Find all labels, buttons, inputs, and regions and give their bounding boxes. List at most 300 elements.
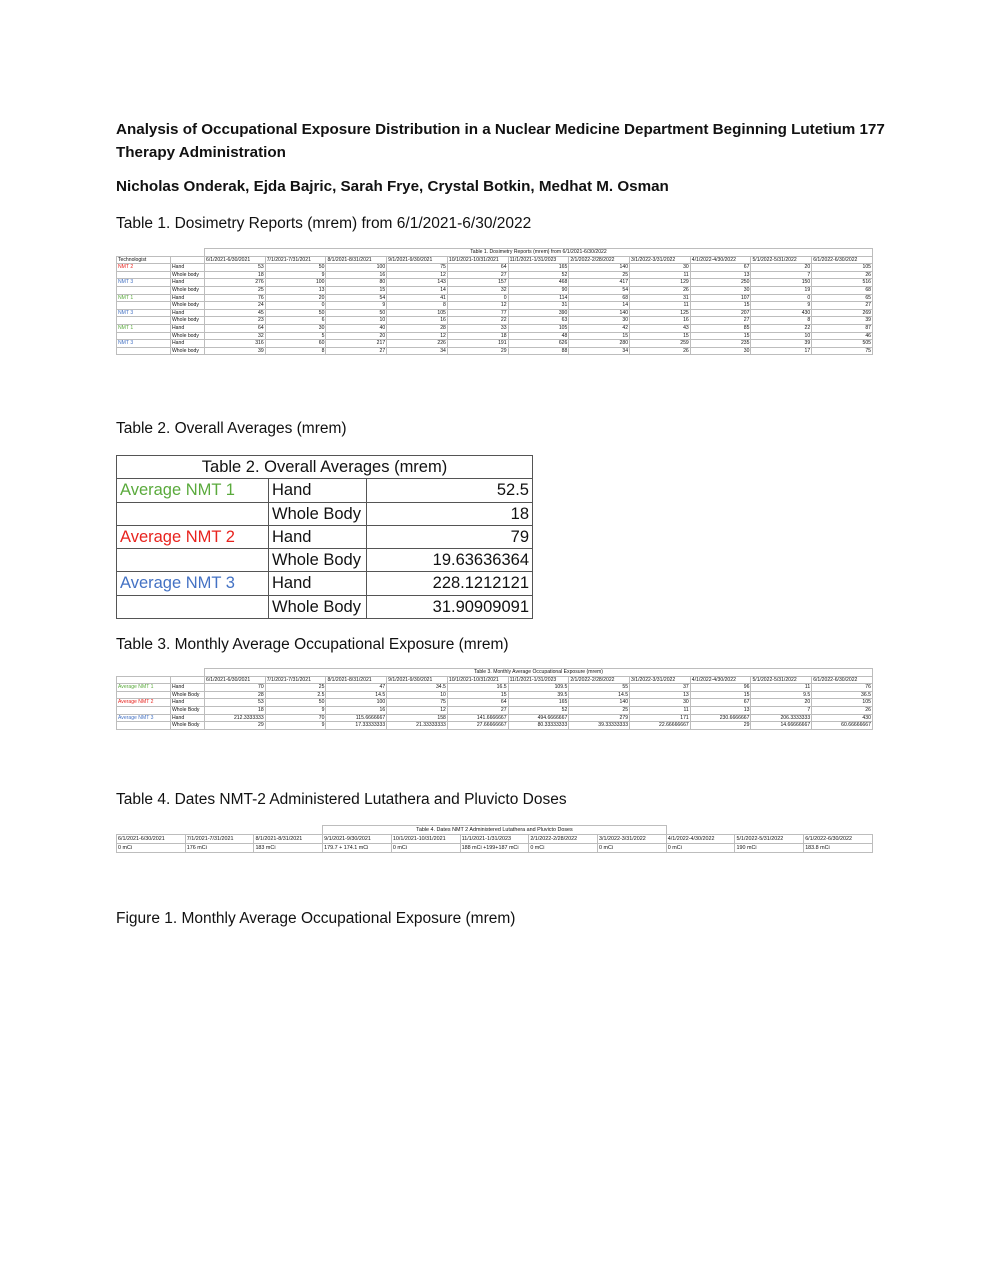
technologist-label: NMT 1 bbox=[117, 294, 171, 302]
month-header: 2/1/2022-2/28/2022 bbox=[569, 256, 630, 264]
header-corner bbox=[117, 676, 171, 684]
exposure-value: 30 bbox=[630, 264, 691, 272]
overall-averages-table bbox=[116, 455, 533, 619]
month-header: 6/1/2022-6/30/2022 bbox=[804, 835, 873, 844]
technologist-label: NMT 2 bbox=[117, 264, 171, 272]
month-header: 6/1/2021-6/30/2021 bbox=[205, 676, 266, 684]
exposure-value: 30 bbox=[630, 699, 691, 707]
exposure-value: 31 bbox=[508, 302, 569, 310]
exposure-value: 25 bbox=[569, 706, 630, 714]
month-header: 9/1/2021-9/30/2021 bbox=[323, 835, 392, 844]
technologist-label: NMT 3 bbox=[117, 309, 171, 317]
table-row bbox=[117, 271, 873, 279]
exposure-value: 32 bbox=[447, 286, 508, 294]
technologist-label: Average NMT 1 bbox=[117, 684, 171, 692]
dose-value: 188 mCi +199+187 mCi bbox=[460, 844, 529, 853]
month-header: 6/1/2021-6/30/2021 bbox=[117, 835, 186, 844]
exposure-value: 96 bbox=[690, 684, 751, 692]
month-header: 6/1/2022-6/30/2022 bbox=[812, 676, 873, 684]
exposure-value: 13 bbox=[265, 286, 326, 294]
technologist-label bbox=[117, 691, 171, 699]
exposure-value: 417 bbox=[569, 279, 630, 287]
exposure-value: 165 bbox=[508, 699, 569, 707]
exposure-value: 269 bbox=[812, 309, 873, 317]
month-header: 6/1/2021-6/30/2021 bbox=[205, 256, 266, 264]
exposure-type: Whole Body bbox=[171, 722, 205, 730]
exposure-value: 12 bbox=[387, 332, 448, 340]
exposure-value: 8 bbox=[387, 302, 448, 310]
technologist-label bbox=[117, 722, 171, 730]
exposure-value: 70 bbox=[265, 714, 326, 722]
exposure-value: 9 bbox=[265, 706, 326, 714]
exposure-value: 10 bbox=[387, 691, 448, 699]
table-title-empty bbox=[171, 249, 205, 257]
exposure-value: 26 bbox=[630, 286, 691, 294]
exposure-value: 13 bbox=[690, 271, 751, 279]
exposure-value: 0 bbox=[447, 294, 508, 302]
exposure-value: 52 bbox=[508, 271, 569, 279]
exposure-type: Hand bbox=[269, 525, 367, 548]
exposure-value: 2.5 bbox=[265, 691, 326, 699]
exposure-value: 50 bbox=[265, 699, 326, 707]
table-title-empty bbox=[171, 669, 205, 677]
exposure-value: 13 bbox=[690, 706, 751, 714]
month-header: 8/1/2021-8/31/2021 bbox=[254, 835, 323, 844]
exposure-value: 0 bbox=[265, 302, 326, 310]
exposure-value: 30 bbox=[569, 317, 630, 325]
exposure-value: 27 bbox=[812, 302, 873, 310]
month-header: 10/1/2021-10/31/2021 bbox=[391, 835, 460, 844]
exposure-value: 26 bbox=[630, 347, 691, 355]
exposure-value: 87 bbox=[812, 324, 873, 332]
exposure-value: 430 bbox=[751, 309, 812, 317]
exposure-value: 27 bbox=[447, 271, 508, 279]
average-label: Average NMT 2 bbox=[117, 525, 269, 548]
exposure-value: 212.3333333 bbox=[205, 714, 266, 722]
exposure-value: 230.6666667 bbox=[690, 714, 751, 722]
exposure-value: 39 bbox=[751, 340, 812, 348]
average-value: 18 bbox=[367, 502, 533, 525]
exposure-value: 80.33333333 bbox=[508, 722, 569, 730]
exposure-value: 140 bbox=[569, 264, 630, 272]
average-value: 228.1212121 bbox=[367, 572, 533, 595]
exposure-value: 10 bbox=[326, 317, 387, 325]
exposure-value: 15 bbox=[690, 332, 751, 340]
dose-value: 0 mCi bbox=[529, 844, 598, 853]
table-row bbox=[117, 691, 873, 699]
exposure-value: 171 bbox=[630, 714, 691, 722]
exposure-value: 16.5 bbox=[447, 684, 508, 692]
exposure-value: 100 bbox=[326, 264, 387, 272]
exposure-value: 430 bbox=[812, 714, 873, 722]
table-row bbox=[117, 714, 873, 722]
exposure-value: 140 bbox=[569, 309, 630, 317]
exposure-value: 11 bbox=[751, 684, 812, 692]
exposure-value: 64 bbox=[447, 264, 508, 272]
technologist-label bbox=[117, 347, 171, 355]
exposure-value: 11 bbox=[630, 706, 691, 714]
exposure-value: 48 bbox=[508, 332, 569, 340]
table-title-empty bbox=[117, 669, 171, 677]
average-label bbox=[117, 502, 269, 525]
author-list: Nicholas Onderak, Ejda Bajric, Sarah Frye, Crystal Botkin, Medhat M. Osman bbox=[116, 178, 669, 195]
exposure-type: Whole body bbox=[171, 332, 205, 340]
exposure-type: Hand bbox=[171, 309, 205, 317]
exposure-value: 114 bbox=[508, 294, 569, 302]
exposure-value: 9 bbox=[751, 302, 812, 310]
exposure-type: Hand bbox=[171, 294, 205, 302]
exposure-value: 14.5 bbox=[326, 691, 387, 699]
exposure-value: 226 bbox=[387, 340, 448, 348]
exposure-value: 21.33333333 bbox=[387, 722, 448, 730]
technologist-label: NMT 3 bbox=[117, 279, 171, 287]
exposure-value: 626 bbox=[508, 340, 569, 348]
exposure-value: 36.5 bbox=[812, 691, 873, 699]
average-value: 52.5 bbox=[367, 479, 533, 502]
technologist-label bbox=[117, 317, 171, 325]
exposure-value: 76 bbox=[205, 294, 266, 302]
average-label: Average NMT 1 bbox=[117, 479, 269, 502]
exposure-value: 34 bbox=[569, 347, 630, 355]
exposure-value: 26 bbox=[812, 706, 873, 714]
dose-value: 0 mCi bbox=[666, 844, 735, 853]
exposure-value: 250 bbox=[690, 279, 751, 287]
exposure-type: Whole body bbox=[171, 286, 205, 294]
exposure-value: 75 bbox=[812, 347, 873, 355]
exposure-value: 158 bbox=[387, 714, 448, 722]
paper-title: Analysis of Occupational Exposure Distribution in a Nuclear Medicine Department Beginning Lutetium 177 Therapy Administration bbox=[116, 121, 885, 161]
exposure-value: 52 bbox=[508, 706, 569, 714]
month-header: 3/1/2022-3/31/2022 bbox=[598, 835, 667, 844]
exposure-value: 29 bbox=[205, 722, 266, 730]
exposure-value: 16 bbox=[326, 706, 387, 714]
table-row bbox=[117, 332, 873, 340]
table-row bbox=[117, 286, 873, 294]
exposure-value: 30 bbox=[690, 286, 751, 294]
table-row bbox=[117, 595, 533, 618]
exposure-value: 80 bbox=[326, 279, 387, 287]
exposure-value: 45 bbox=[205, 309, 266, 317]
exposure-value: 31 bbox=[630, 294, 691, 302]
dose-value: 183.8 mCi bbox=[804, 844, 873, 853]
exposure-value: 50 bbox=[326, 309, 387, 317]
exposure-value: 18 bbox=[205, 706, 266, 714]
exposure-type: Whole body bbox=[171, 347, 205, 355]
table-title-empty bbox=[804, 826, 873, 835]
exposure-value: 22.66666667 bbox=[630, 722, 691, 730]
technologist-label: Average NMT 3 bbox=[117, 714, 171, 722]
exposure-value: 68 bbox=[569, 294, 630, 302]
month-header: 6/1/2022-6/30/2022 bbox=[812, 256, 873, 264]
exposure-value: 27 bbox=[447, 706, 508, 714]
exposure-type: Hand bbox=[171, 714, 205, 722]
exposure-value: 50 bbox=[265, 264, 326, 272]
table-title: Table 3. Monthly Average Occupational Exposure (mrem) bbox=[205, 669, 873, 677]
table-row bbox=[117, 549, 533, 572]
average-label bbox=[117, 595, 269, 618]
table-title-empty bbox=[735, 826, 804, 835]
month-header: 7/1/2021-7/31/2021 bbox=[185, 835, 254, 844]
exposure-value: 29 bbox=[690, 722, 751, 730]
exposure-value: 39.5 bbox=[508, 691, 569, 699]
table-row bbox=[117, 302, 873, 310]
doses-table bbox=[116, 825, 873, 853]
exposure-value: 206.3333333 bbox=[751, 714, 812, 722]
exposure-value: 39 bbox=[205, 347, 266, 355]
table-title-empty bbox=[117, 826, 186, 835]
exposure-type: Hand bbox=[269, 479, 367, 502]
exposure-value: 105 bbox=[812, 699, 873, 707]
exposure-value: 15 bbox=[690, 302, 751, 310]
technologist-label: Average NMT 2 bbox=[117, 699, 171, 707]
exposure-value: 85 bbox=[690, 324, 751, 332]
month-header: 3/1/2022-3/31/2022 bbox=[630, 676, 691, 684]
exposure-value: 279 bbox=[569, 714, 630, 722]
exposure-value: 12 bbox=[447, 302, 508, 310]
exposure-value: 70 bbox=[205, 684, 266, 692]
exposure-value: 55 bbox=[569, 684, 630, 692]
exposure-type: Whole Body bbox=[171, 691, 205, 699]
table4-caption: Table 4. Dates NMT-2 Administered Lutathera and Pluvicto Doses bbox=[116, 791, 567, 808]
exposure-type: Hand bbox=[171, 340, 205, 348]
exposure-value: 27 bbox=[690, 317, 751, 325]
exposure-value: 217 bbox=[326, 340, 387, 348]
exposure-value: 25 bbox=[265, 684, 326, 692]
table-row bbox=[117, 317, 873, 325]
exposure-value: 6 bbox=[265, 317, 326, 325]
month-header: 10/1/2021-10/31/2021 bbox=[447, 676, 508, 684]
exposure-value: 10 bbox=[751, 332, 812, 340]
exposure-value: 14.66666667 bbox=[751, 722, 812, 730]
exposure-value: 15 bbox=[569, 332, 630, 340]
month-header: 5/1/2022-5/31/2022 bbox=[751, 256, 812, 264]
exposure-value: 22 bbox=[447, 317, 508, 325]
exposure-value: 143 bbox=[387, 279, 448, 287]
exposure-value: 13 bbox=[630, 691, 691, 699]
exposure-value: 68 bbox=[812, 286, 873, 294]
exposure-value: 28 bbox=[387, 324, 448, 332]
exposure-value: 24 bbox=[205, 302, 266, 310]
month-header: 5/1/2022-5/31/2022 bbox=[735, 835, 804, 844]
exposure-value: 15 bbox=[326, 286, 387, 294]
exposure-value: 90 bbox=[508, 286, 569, 294]
exposure-value: 23 bbox=[205, 317, 266, 325]
exposure-type: Hand bbox=[171, 324, 205, 332]
table-row bbox=[117, 699, 873, 707]
exposure-value: 100 bbox=[265, 279, 326, 287]
exposure-value: 494.6666667 bbox=[508, 714, 569, 722]
exposure-value: 107 bbox=[690, 294, 751, 302]
exposure-value: 390 bbox=[508, 309, 569, 317]
table1-caption: Table 1. Dosimetry Reports (mrem) from 6/1/2021-6/30/2022 bbox=[116, 215, 532, 232]
exposure-value: 20 bbox=[751, 699, 812, 707]
exposure-value: 67 bbox=[690, 264, 751, 272]
dosimetry-reports-table bbox=[116, 248, 873, 355]
exposure-value: 280 bbox=[569, 340, 630, 348]
exposure-value: 20 bbox=[751, 264, 812, 272]
table-title: Table 4. Dates NMT 2 Administered Lutathera and Pluvicto Doses bbox=[323, 826, 667, 835]
month-header: 11/1/2021-1/31/2023 bbox=[508, 676, 569, 684]
exposure-type: Hand bbox=[171, 699, 205, 707]
exposure-value: 109.5 bbox=[508, 684, 569, 692]
exposure-value: 16 bbox=[387, 317, 448, 325]
table-row bbox=[117, 722, 873, 730]
technologist-label: NMT 1 bbox=[117, 324, 171, 332]
exposure-value: 64 bbox=[205, 324, 266, 332]
exposure-value: 54 bbox=[326, 294, 387, 302]
exposure-value: 5 bbox=[265, 332, 326, 340]
exposure-value: 276 bbox=[205, 279, 266, 287]
exposure-value: 37 bbox=[630, 684, 691, 692]
table-title-empty bbox=[666, 826, 735, 835]
exposure-value: 141.6666667 bbox=[447, 714, 508, 722]
exposure-type: Whole Body bbox=[269, 549, 367, 572]
exposure-value: 140 bbox=[569, 699, 630, 707]
exposure-value: 60.66666667 bbox=[812, 722, 873, 730]
month-header: 4/1/2022-4/30/2022 bbox=[690, 676, 751, 684]
month-header: 7/1/2021-7/31/2021 bbox=[265, 256, 326, 264]
table-title-empty bbox=[185, 826, 254, 835]
header-type bbox=[171, 256, 205, 264]
exposure-value: 8 bbox=[265, 347, 326, 355]
exposure-value: 16 bbox=[630, 317, 691, 325]
exposure-value: 40 bbox=[326, 324, 387, 332]
table3-caption: Table 3. Monthly Average Occupational Exposure (mrem) bbox=[116, 636, 509, 653]
exposure-value: 129 bbox=[630, 279, 691, 287]
month-header: 11/1/2021-1/31/2023 bbox=[460, 835, 529, 844]
exposure-type: Whole Body bbox=[269, 502, 367, 525]
exposure-value: 105 bbox=[387, 309, 448, 317]
technologist-label bbox=[117, 271, 171, 279]
exposure-value: 54 bbox=[569, 286, 630, 294]
exposure-value: 150 bbox=[751, 279, 812, 287]
exposure-type: Whole Body bbox=[171, 706, 205, 714]
exposure-value: 27.66666667 bbox=[447, 722, 508, 730]
exposure-value: 12 bbox=[387, 271, 448, 279]
dose-value: 179.7 + 174.1 mCi bbox=[323, 844, 392, 853]
exposure-value: 468 bbox=[508, 279, 569, 287]
exposure-value: 7 bbox=[751, 706, 812, 714]
table-row bbox=[117, 844, 873, 853]
table-title: Table 2. Overall Averages (mrem) bbox=[117, 456, 533, 479]
technologist-label bbox=[117, 286, 171, 294]
exposure-value: 63 bbox=[508, 317, 569, 325]
exposure-value: 30 bbox=[265, 324, 326, 332]
exposure-value: 42 bbox=[569, 324, 630, 332]
dose-value: 190 mCi bbox=[735, 844, 804, 853]
dose-value: 0 mCi bbox=[391, 844, 460, 853]
table2-caption: Table 2. Overall Averages (mrem) bbox=[116, 420, 347, 437]
table-row bbox=[117, 264, 873, 272]
table-row bbox=[117, 525, 533, 548]
exposure-value: 9 bbox=[326, 302, 387, 310]
exposure-type: Hand bbox=[171, 264, 205, 272]
exposure-value: 39.33333333 bbox=[569, 722, 630, 730]
exposure-value: 77 bbox=[447, 309, 508, 317]
dose-value: 0 mCi bbox=[598, 844, 667, 853]
exposure-value: 157 bbox=[447, 279, 508, 287]
dose-value: 0 mCi bbox=[117, 844, 186, 853]
figure1-caption: Figure 1. Monthly Average Occupational Exposure (mrem) bbox=[116, 910, 516, 927]
average-value: 31.90909091 bbox=[367, 595, 533, 618]
table-row bbox=[117, 684, 873, 692]
exposure-value: 115.6666667 bbox=[326, 714, 387, 722]
exposure-value: 14 bbox=[569, 302, 630, 310]
header-corner: Technologist bbox=[117, 256, 171, 264]
exposure-type: Whole body bbox=[171, 317, 205, 325]
exposure-value: 22 bbox=[751, 324, 812, 332]
exposure-type: Whole body bbox=[171, 302, 205, 310]
exposure-value: 7 bbox=[751, 271, 812, 279]
exposure-value: 316 bbox=[205, 340, 266, 348]
exposure-type: Hand bbox=[171, 279, 205, 287]
exposure-value: 34 bbox=[387, 347, 448, 355]
average-value: 79 bbox=[367, 525, 533, 548]
exposure-value: 505 bbox=[812, 340, 873, 348]
dose-value: 183 mCi bbox=[254, 844, 323, 853]
technologist-label bbox=[117, 332, 171, 340]
exposure-value: 46 bbox=[812, 332, 873, 340]
exposure-value: 20 bbox=[326, 332, 387, 340]
exposure-value: 27 bbox=[326, 347, 387, 355]
exposure-value: 15 bbox=[447, 691, 508, 699]
technologist-label: NMT 3 bbox=[117, 340, 171, 348]
exposure-value: 16 bbox=[326, 271, 387, 279]
exposure-type: Hand bbox=[171, 684, 205, 692]
table-row bbox=[117, 479, 533, 502]
month-header: 9/1/2021-9/30/2021 bbox=[387, 256, 448, 264]
exposure-value: 50 bbox=[265, 309, 326, 317]
exposure-value: 17.33333333 bbox=[326, 722, 387, 730]
exposure-type: Whole Body bbox=[269, 595, 367, 618]
month-header: 4/1/2022-4/30/2022 bbox=[690, 256, 751, 264]
exposure-value: 14.5 bbox=[569, 691, 630, 699]
table-row bbox=[117, 706, 873, 714]
month-header: 7/1/2021-7/31/2021 bbox=[265, 676, 326, 684]
table-row bbox=[117, 279, 873, 287]
exposure-value: 19 bbox=[751, 286, 812, 294]
exposure-value: 100 bbox=[326, 699, 387, 707]
table-row bbox=[117, 502, 533, 525]
exposure-value: 30 bbox=[690, 347, 751, 355]
technologist-label bbox=[117, 302, 171, 310]
table-row bbox=[117, 572, 533, 595]
table-row bbox=[117, 294, 873, 302]
month-header: 10/1/2021-10/31/2021 bbox=[447, 256, 508, 264]
exposure-value: 88 bbox=[508, 347, 569, 355]
exposure-value: 33 bbox=[447, 324, 508, 332]
dose-value: 176 mCi bbox=[185, 844, 254, 853]
exposure-value: 60 bbox=[265, 340, 326, 348]
month-header: 2/1/2022-2/28/2022 bbox=[569, 676, 630, 684]
exposure-value: 20 bbox=[265, 294, 326, 302]
month-header: 8/1/2021-8/31/2021 bbox=[326, 676, 387, 684]
exposure-value: 67 bbox=[690, 699, 751, 707]
exposure-value: 0 bbox=[751, 294, 812, 302]
exposure-value: 125 bbox=[630, 309, 691, 317]
monthly-average-table bbox=[116, 668, 873, 730]
month-header: 2/1/2022-2/28/2022 bbox=[529, 835, 598, 844]
exposure-value: 76 bbox=[812, 684, 873, 692]
month-header: 11/1/2021-1/31/2023 bbox=[508, 256, 569, 264]
exposure-value: 9 bbox=[265, 722, 326, 730]
exposure-value: 26 bbox=[812, 271, 873, 279]
exposure-value: 17 bbox=[751, 347, 812, 355]
exposure-value: 18 bbox=[205, 271, 266, 279]
exposure-value: 29 bbox=[447, 347, 508, 355]
table-row bbox=[117, 347, 873, 355]
exposure-value: 207 bbox=[690, 309, 751, 317]
